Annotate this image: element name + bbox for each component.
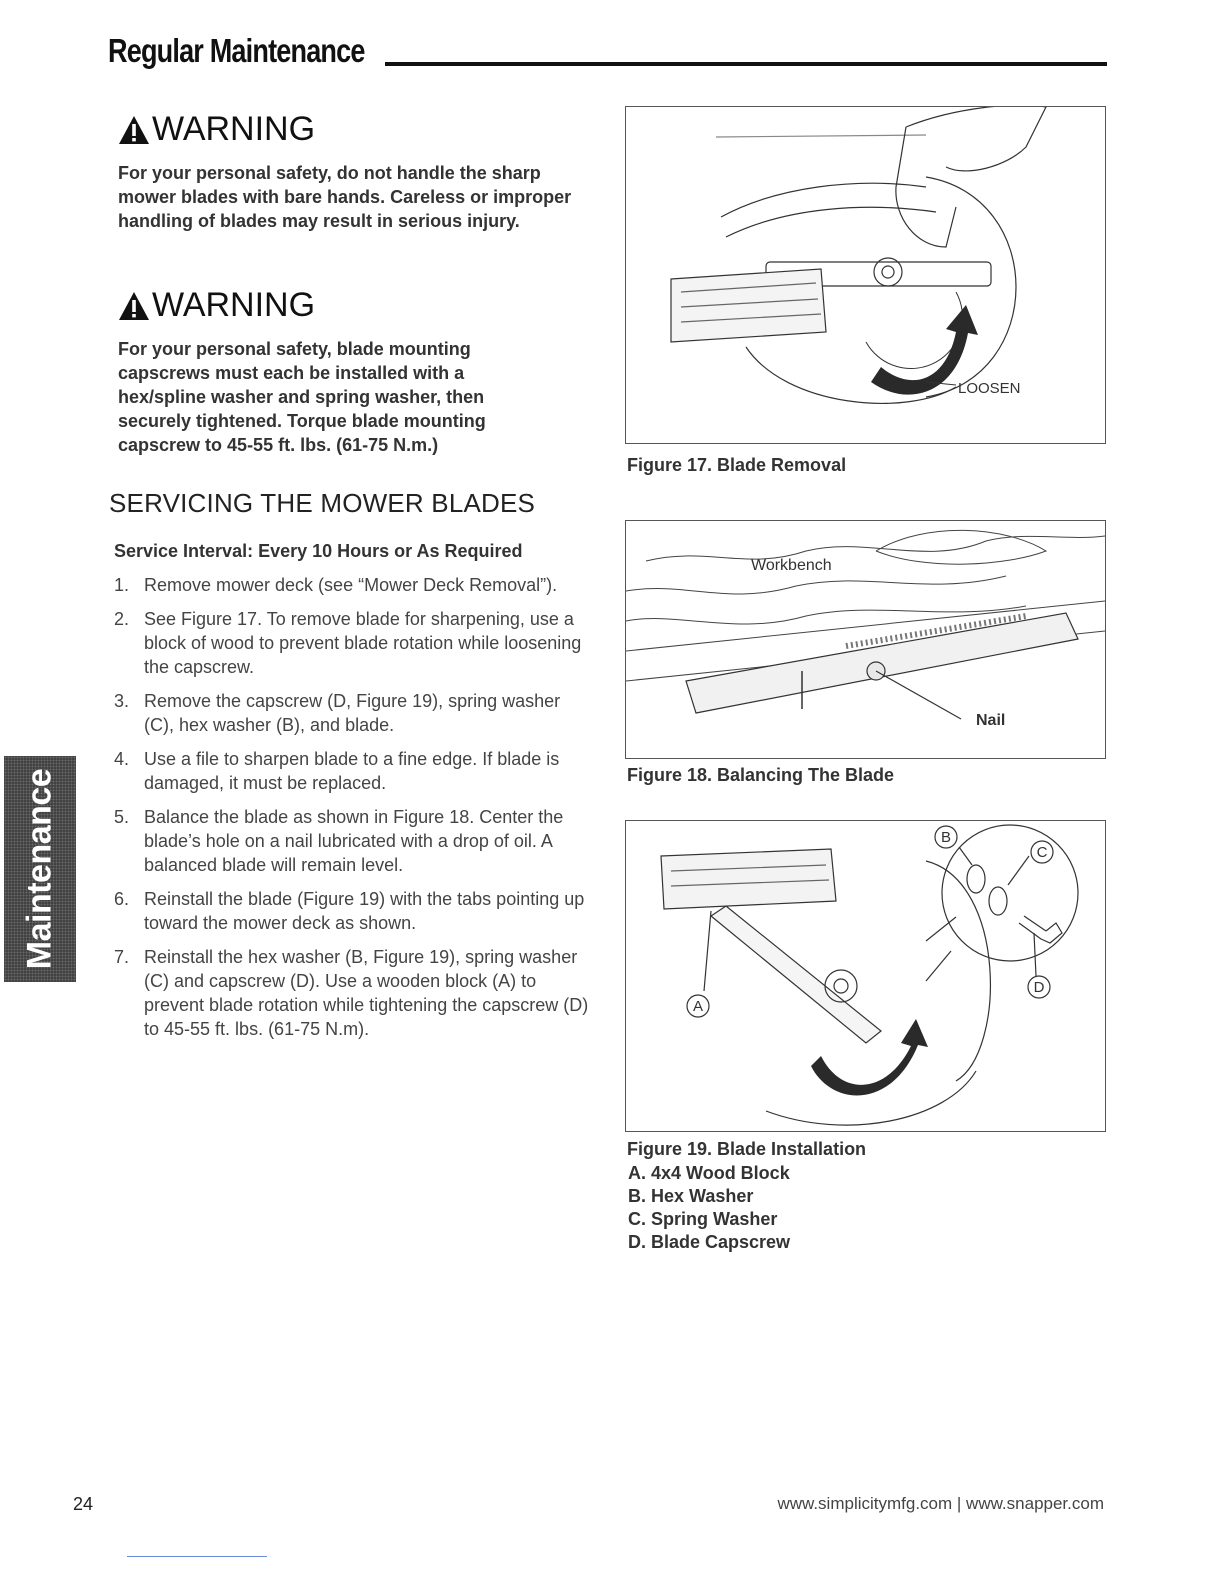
list-item (112, 887, 592, 935)
figure-18-balancing (625, 520, 1106, 759)
step-number: 5. (114, 807, 130, 827)
list-item (112, 689, 592, 737)
header-rule (385, 62, 1107, 66)
step-number: 7. (114, 947, 130, 967)
page-header-title: Regular Maintenance (108, 32, 365, 69)
warning-block-2 (118, 286, 538, 457)
legend-item: C. Spring Washer (628, 1209, 778, 1229)
footer-url: www.simplicitymfg.com | www.snapper.com (777, 1494, 1104, 1513)
callout-b-label: B (940, 829, 952, 846)
footer-rule (127, 1556, 267, 1557)
step-text: Use a file to sharpen blade to a fine edge. If blade is damaged, it must be replaced. (144, 749, 560, 793)
steps-list (112, 573, 592, 1051)
legend-item: D. Blade Capscrew (628, 1232, 791, 1252)
balancing-blade-illustration (626, 521, 1105, 758)
side-tab-label: Maintenance (20, 768, 59, 970)
step-text: Remove the capscrew (D, Figure 19), spring washer (C), hex washer (B), and blade. (144, 691, 561, 735)
callout-d-label: D (1033, 979, 1045, 996)
step-text: See Figure 17. To remove blade for sharpening, use a block of wood to prevent blade rotation while loosening the capscrew. (144, 609, 582, 677)
warning-text-1: For your personal safety, do not handle the sharp mower blades with bare hands. Careless or improper handling of blades may result in serious injury. (118, 163, 572, 231)
step-text: Reinstall the hex washer (B, Figure 19), spring washer (C) and capscrew (D). Use a wooden block (A) to prevent blade rotation while tightening the capscrew (D) to 45-55 ft. lbs. (61-75 N.m). (144, 947, 589, 1039)
warning-triangle-icon (118, 115, 150, 145)
blade-installation-illustration (626, 821, 1105, 1131)
callout-c-label: C (1036, 844, 1048, 861)
figure-18-nail-label: Nail (976, 712, 1006, 729)
list-item (112, 805, 592, 877)
figure-18-workbench-label: Workbench (751, 557, 832, 574)
list-item (112, 945, 592, 1041)
step-text: Remove mower deck (see “Mower Deck Removal”). (144, 575, 558, 595)
section-title: SERVICING THE MOWER BLADES (109, 488, 536, 518)
warning-heading-2: WARNING (152, 286, 316, 324)
warning-triangle-icon (118, 291, 150, 321)
legend-item: A. 4x4 Wood Block (628, 1163, 790, 1183)
figure-19-legend (628, 1162, 790, 1254)
step-number: 2. (114, 609, 130, 629)
figure-19-caption: Figure 19. Blade Installation (627, 1139, 867, 1159)
figure-17-loosen-label: LOOSEN (958, 380, 1021, 397)
step-text: Balance the blade as shown in Figure 18. Center the blade’s hole on a nail lubricated with a drop of oil. A balanced blade will remain level. (144, 807, 564, 875)
step-number: 4. (114, 749, 130, 769)
warning-text-2: For your personal safety, blade mounting capscrews must each be installed with a hex/spline washer and spring washer, then securely tightened. Torque blade mounting capscrew to 45-55 ft. lbs. (61-75 N.m.) (118, 339, 486, 455)
step-text: Reinstall the blade (Figure 19) with the tabs pointing up toward the mower deck as shown. (144, 889, 585, 933)
list-item (112, 607, 592, 679)
warning-block-1 (118, 110, 588, 233)
page-number: 24 (73, 1494, 94, 1514)
service-interval: Service Interval: Every 10 Hours or As Required (114, 541, 523, 561)
step-number: 3. (114, 691, 130, 711)
list-item (112, 747, 592, 795)
legend-item: B. Hex Washer (628, 1186, 754, 1206)
figure-17-caption: Figure 17. Blade Removal (627, 455, 847, 475)
section-side-tab (4, 756, 76, 982)
figure-18-caption: Figure 18. Balancing The Blade (627, 765, 895, 785)
figure-17-blade-removal (625, 106, 1106, 444)
step-number: 1. (114, 575, 130, 595)
step-number: 6. (114, 889, 130, 909)
list-item (112, 573, 592, 597)
callout-a-label: A (692, 998, 704, 1015)
blade-removal-illustration (626, 107, 1105, 443)
figure-19-blade-installation (625, 820, 1106, 1132)
warning-heading-1: WARNING (152, 110, 316, 148)
